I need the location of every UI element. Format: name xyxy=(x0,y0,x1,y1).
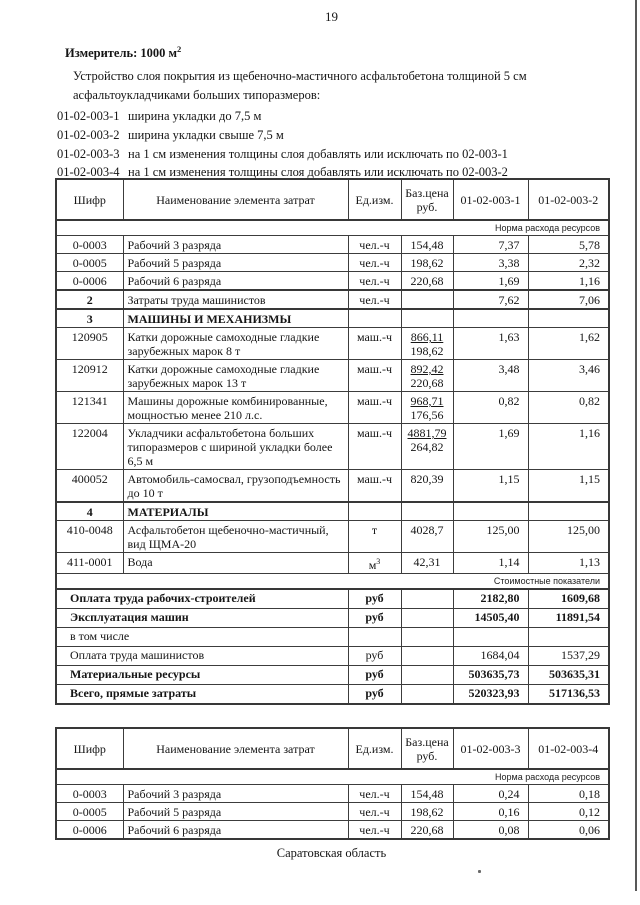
cell-code: 3 xyxy=(56,309,123,328)
table-row xyxy=(56,328,609,360)
cost-row xyxy=(56,666,609,685)
cell-unit: маш.-ч xyxy=(348,360,401,392)
cell-base-price: 4881,79 264,82 xyxy=(401,424,453,470)
cell-cost-label: в том числе xyxy=(56,628,348,647)
cell-cost-label: Оплата труда рабочих-строителей xyxy=(56,589,348,609)
variant-list xyxy=(55,107,615,182)
cost-section-label: Стоимостные показатели xyxy=(56,574,609,590)
cell-unit: чел.-ч xyxy=(348,803,401,821)
cell-unit: чел.-ч xyxy=(348,785,401,803)
intro-block xyxy=(55,42,615,182)
cell-unit: маш.-ч xyxy=(348,424,401,470)
cell-code: 400052 xyxy=(56,470,123,503)
cell-name: Вода xyxy=(123,553,348,574)
cell-unit: т xyxy=(348,521,401,553)
cell-base-price: 4028,7 xyxy=(401,521,453,553)
header-base-price: Баз.цена руб. xyxy=(401,179,453,220)
cost-row xyxy=(56,589,609,609)
norm-section-label: Норма расхода ресурсов xyxy=(56,220,609,236)
cell-code: 411-0001 xyxy=(56,553,123,574)
cell-base-price xyxy=(401,309,453,328)
work-description-line2: асфальтоукладчиками больших типоразмеров: xyxy=(73,87,321,102)
cell-code: 122004 xyxy=(56,424,123,470)
header-unit: Ед.изм. xyxy=(348,728,401,769)
table-row xyxy=(56,254,609,272)
resource-table-1 xyxy=(55,178,610,705)
cost-row xyxy=(56,685,609,705)
cell-name: МАШИНЫ И МЕХАНИЗМЫ xyxy=(123,309,348,328)
cell-cost-2 xyxy=(528,628,609,647)
scan-edge-line-artifact xyxy=(635,0,637,891)
resource-table-2 xyxy=(55,727,610,840)
measurer-line xyxy=(55,42,615,60)
header-base-price: Баз.цена руб. xyxy=(401,728,453,769)
measurer-superscript: 2 xyxy=(177,44,182,54)
table-row xyxy=(56,424,609,470)
cell-name: Рабочий 5 разряда xyxy=(123,254,348,272)
cell-unit: маш.-ч xyxy=(348,328,401,360)
cell-norm-1: 1,15 xyxy=(453,470,528,503)
cell-norm-2: 0,82 xyxy=(528,392,609,424)
cell-cost-2: 503635,31 xyxy=(528,666,609,685)
cell-base-price xyxy=(401,666,453,685)
header-name: Наименование элемента затрат xyxy=(123,728,348,769)
cell-code: 0-0005 xyxy=(56,254,123,272)
table-row xyxy=(56,785,609,803)
table-row xyxy=(56,521,609,553)
cell-unit: руб xyxy=(348,609,401,628)
header-code: Шифр xyxy=(56,728,123,769)
cell-norm-2: 1,62 xyxy=(528,328,609,360)
cell-cost-1: 2182,80 xyxy=(453,589,528,609)
work-description-line1: Устройство слоя покрытия из щебеночно-мастичного асфальтобетона толщиной 5 см xyxy=(73,69,527,84)
cell-name: Затраты труда машинистов xyxy=(123,290,348,309)
cell-code: 0-0005 xyxy=(56,803,123,821)
cell-unit: маш.-ч xyxy=(348,470,401,503)
cell-base-price: 198,62 xyxy=(401,254,453,272)
cell-norm-2: 3,46 xyxy=(528,360,609,392)
cost-row xyxy=(56,628,609,647)
cell-unit xyxy=(348,309,401,328)
cell-unit: маш.-ч xyxy=(348,392,401,424)
cell-norm-1: 1,63 xyxy=(453,328,528,360)
variant-text: на 1 см изменения толщины слоя добавлять или исключать по 02-003-1 xyxy=(128,146,508,161)
header-name: Наименование элемента затрат xyxy=(123,179,348,220)
norm-section-label-row xyxy=(56,769,609,785)
variant-text: ширина укладки до 7,5 м xyxy=(128,109,262,124)
table-row xyxy=(56,272,609,291)
cell-name: Рабочий 3 разряда xyxy=(123,785,348,803)
cell-base-price: 154,48 xyxy=(401,236,453,254)
norm-section-label: Норма расхода ресурсов xyxy=(56,769,609,785)
cell-cost-1: 1684,04 xyxy=(453,647,528,666)
table-row xyxy=(56,290,609,309)
cell-name: Машины дорожные комбинированные, мощностью менее 210 л.с. xyxy=(123,392,348,424)
cell-code: 0-0003 xyxy=(56,236,123,254)
cell-name: Автомобиль-самосвал, грузоподъемность до 10 т xyxy=(123,470,348,503)
cell-code: 120912 xyxy=(56,360,123,392)
scan-dot-artifact xyxy=(478,870,481,873)
cell-norm-2: 1,16 xyxy=(528,272,609,291)
work-description xyxy=(55,67,615,104)
cell-base-price: 892,42 220,68 xyxy=(401,360,453,392)
cell-name: МАТЕРИАЛЫ xyxy=(123,502,348,521)
table-header-row xyxy=(56,728,609,769)
cell-norm-2: 0,06 xyxy=(528,821,609,840)
cell-code: 0-0006 xyxy=(56,821,123,840)
table-row xyxy=(56,803,609,821)
cell-name: Укладчики асфальтобетона больших типоразмеров с шириной укладки более 6,5 м xyxy=(123,424,348,470)
variant-text: ширина укладки свыше 7,5 м xyxy=(128,127,284,142)
table-row xyxy=(56,236,609,254)
cell-unit: руб xyxy=(348,666,401,685)
cell-base-price: 220,68 xyxy=(401,821,453,840)
cell-code: 2 xyxy=(56,290,123,309)
cell-norm-1: 125,00 xyxy=(453,521,528,553)
cell-unit: руб xyxy=(348,685,401,705)
cell-norm-2: 1,16 xyxy=(528,424,609,470)
cell-base-price xyxy=(401,647,453,666)
region-footer: Саратовская область xyxy=(276,846,387,860)
cell-code: 121341 xyxy=(56,392,123,424)
cell-unit xyxy=(348,502,401,521)
cell-norm-1: 3,38 xyxy=(453,254,528,272)
cell-cost-1 xyxy=(453,628,528,647)
cell-base-price: 220,68 xyxy=(401,272,453,291)
variant-item xyxy=(55,145,615,164)
cell-norm-1: 1,14 xyxy=(453,553,528,574)
cell-base-price: 968,71 176,56 xyxy=(401,392,453,424)
cell-name: Катки дорожные самоходные гладкие зарубежных марок 13 т xyxy=(123,360,348,392)
variant-code: 01-02-003-3 xyxy=(57,146,120,161)
cell-name: Асфальтобетон щебеночно-мастичный, вид ЩМА-20 xyxy=(123,521,348,553)
cell-cost-label: Материальные ресурсы xyxy=(56,666,348,685)
cell-norm-2: 1,15 xyxy=(528,470,609,503)
header-unit: Ед.изм. xyxy=(348,179,401,220)
variant-text: на 1 см изменения толщины слоя добавлять или исключать по 02-003-2 xyxy=(128,165,508,180)
table-row xyxy=(56,392,609,424)
table-header-row xyxy=(56,179,609,220)
norm-section-label-row xyxy=(56,220,609,236)
cell-norm-2: 1,13 xyxy=(528,553,609,574)
cell-cost-1: 14505,40 xyxy=(453,609,528,628)
cell-unit xyxy=(348,628,401,647)
cell-norm-1: 1,69 xyxy=(453,272,528,291)
cell-norm-2: 0,12 xyxy=(528,803,609,821)
measurer-value: 1000 м xyxy=(140,46,178,61)
cell-code: 4 xyxy=(56,502,123,521)
header-code: Шифр xyxy=(56,179,123,220)
cell-norm-1 xyxy=(453,502,528,521)
cell-base-price xyxy=(401,290,453,309)
cell-cost-2: 1609,68 xyxy=(528,589,609,609)
cell-norm-2 xyxy=(528,502,609,521)
cell-cost-1: 520323,93 xyxy=(453,685,528,705)
table-row xyxy=(56,821,609,840)
cell-cost-label: Оплата труда машинистов xyxy=(56,647,348,666)
variant-code: 01-02-003-2 xyxy=(57,127,120,142)
cell-base-price xyxy=(401,685,453,705)
page-number: 19 xyxy=(325,9,338,24)
cell-unit: чел.-ч xyxy=(348,290,401,309)
cell-code: 120905 xyxy=(56,328,123,360)
cell-unit: чел.-ч xyxy=(348,236,401,254)
cell-base-price xyxy=(401,609,453,628)
cell-cost-2: 517136,53 xyxy=(528,685,609,705)
cell-norm-1: 0,82 xyxy=(453,392,528,424)
cell-base-price: 866,11 198,62 xyxy=(401,328,453,360)
cell-norm-1: 7,37 xyxy=(453,236,528,254)
cell-unit: чел.-ч xyxy=(348,254,401,272)
variant-item xyxy=(55,107,615,126)
cell-norm-1: 7,62 xyxy=(453,290,528,309)
cell-cost-2: 11891,54 xyxy=(528,609,609,628)
cell-norm-1: 0,24 xyxy=(453,785,528,803)
cell-norm-2: 125,00 xyxy=(528,521,609,553)
cell-name: Катки дорожные самоходные гладкие зарубежных марок 8 т xyxy=(123,328,348,360)
cell-name: Рабочий 6 разряда xyxy=(123,821,348,840)
cell-norm-2: 5,78 xyxy=(528,236,609,254)
cell-name: Рабочий 3 разряда xyxy=(123,236,348,254)
cell-code: 0-0006 xyxy=(56,272,123,291)
header-norm-1: 01-02-003-1 xyxy=(453,179,528,220)
cell-cost-1: 503635,73 xyxy=(453,666,528,685)
cell-unit: чел.-ч xyxy=(348,272,401,291)
cell-base-price: 820,39 xyxy=(401,470,453,503)
measurer-label: Измеритель: xyxy=(65,46,141,61)
table-row xyxy=(56,309,609,328)
cell-unit: руб xyxy=(348,589,401,609)
variant-code: 01-02-003-4 xyxy=(57,165,120,180)
cell-norm-1: 3,48 xyxy=(453,360,528,392)
cell-base-price xyxy=(401,589,453,609)
cell-name: Рабочий 6 разряда xyxy=(123,272,348,291)
cell-unit: $м^3$ xyxy=(348,553,401,574)
cell-base-price: 198,62 xyxy=(401,803,453,821)
cell-unit: руб xyxy=(348,647,401,666)
cell-code: 0-0003 xyxy=(56,785,123,803)
cell-base-price: 154,48 xyxy=(401,785,453,803)
header-norm-2: 01-02-003-2 xyxy=(528,179,609,220)
cell-code: 410-0048 xyxy=(56,521,123,553)
variant-item xyxy=(55,126,615,145)
cell-name: Рабочий 5 разряда xyxy=(123,803,348,821)
cell-norm-1 xyxy=(453,309,528,328)
header-norm-1: 01-02-003-3 xyxy=(453,728,528,769)
cell-unit: чел.-ч xyxy=(348,821,401,840)
header-norm-2: 01-02-003-4 xyxy=(528,728,609,769)
cost-row xyxy=(56,609,609,628)
variant-code: 01-02-003-1 xyxy=(57,109,120,124)
table-row xyxy=(56,553,609,574)
cell-norm-2 xyxy=(528,309,609,328)
cell-cost-2: 1537,29 xyxy=(528,647,609,666)
cell-norm-2: 0,18 xyxy=(528,785,609,803)
table-row xyxy=(56,502,609,521)
table-row xyxy=(56,470,609,503)
cell-base-price xyxy=(401,502,453,521)
cell-cost-label: Эксплуатация машин xyxy=(56,609,348,628)
cell-base-price: 42,31 xyxy=(401,553,453,574)
cell-norm-1: 1,69 xyxy=(453,424,528,470)
cell-cost-label: Всего, прямые затраты xyxy=(56,685,348,705)
cell-norm-2: 7,06 xyxy=(528,290,609,309)
cost-section-label-row xyxy=(56,574,609,590)
cell-norm-2: 2,32 xyxy=(528,254,609,272)
cell-norm-1: 0,16 xyxy=(453,803,528,821)
cell-norm-1: 0,08 xyxy=(453,821,528,840)
cost-row xyxy=(56,647,609,666)
cell-base-price xyxy=(401,628,453,647)
table-row xyxy=(56,360,609,392)
